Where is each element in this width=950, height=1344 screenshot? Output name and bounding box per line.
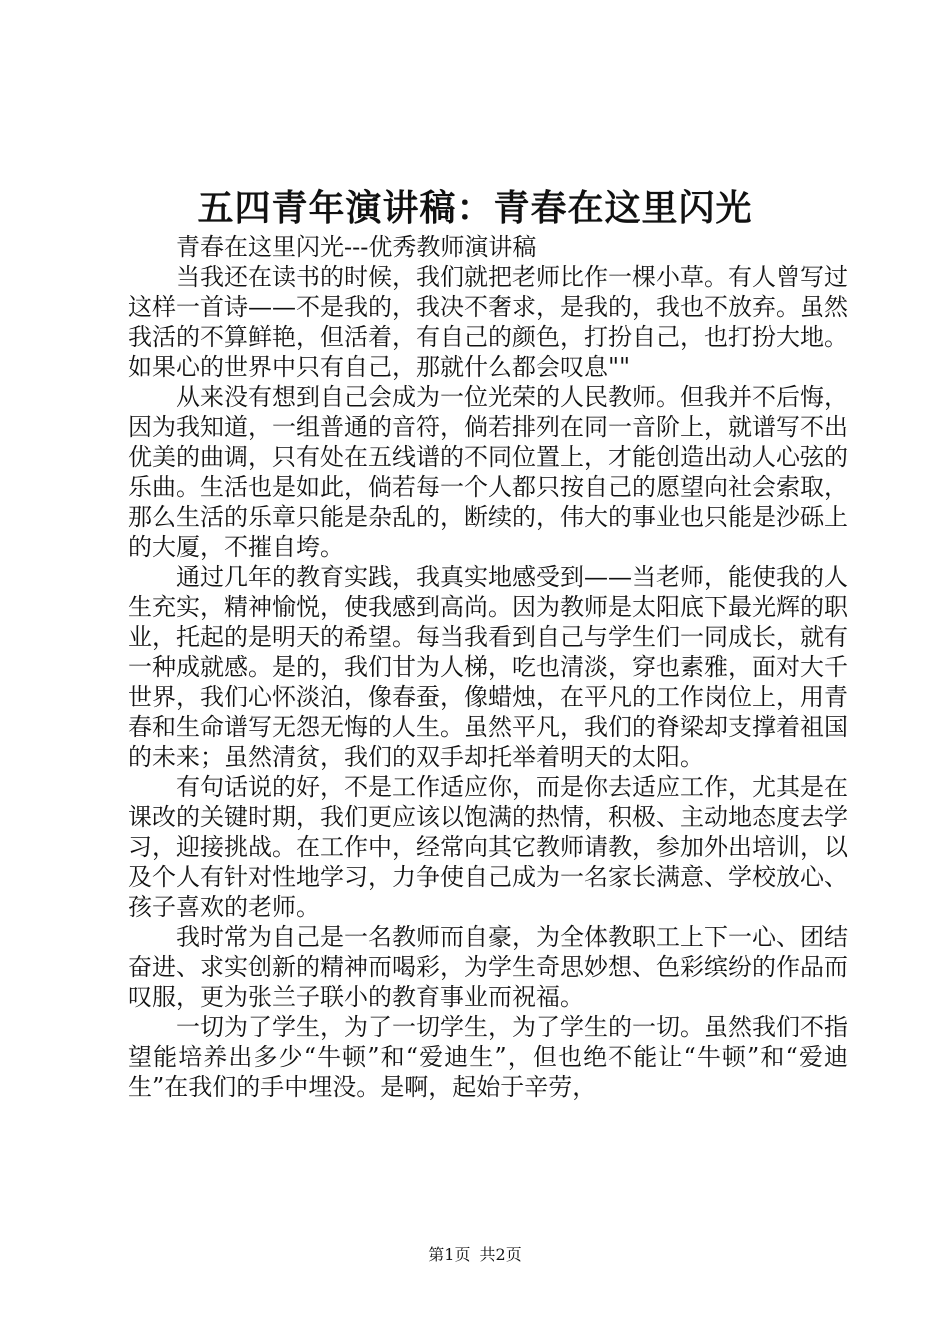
document-body (128, 232, 848, 1102)
page-number: 第1页 (428, 1245, 471, 1264)
document-title: 五四青年演讲稿：青春在这里闪光 (197, 187, 753, 229)
paragraph: 有句话说的好，不是工作适应你，而是你去适应工作，尤其是在课改的关键时期，我们更应该以饱满的热情，积极、主动地态度去学习，迎接挑战。在工作中，经常向其它教师请教，参加外出培训，以及个人有针对性地学习，力争使自己成为一名家长满意、学校放心、孩子喜欢的老师。 (128, 773, 848, 921)
paragraph: 我时常为自己是一名教师而自豪，为全体教职工上下一心、团结奋进、求实创新的精神而喝彩，为学生奇思妙想、色彩缤纷的作品而叹服，更为张兰子联小的教育事业而祝福。 (128, 923, 848, 1011)
page-footer (0, 1243, 950, 1267)
paragraph: 通过几年的教育实践，我真实地感受到——当老师，能使我的人生充实，精神愉悦，使我感到高尚。因为教师是太阳底下最光辉的职业，托起的是明天的希望。每当我看到自己与学生们一同成长，就有一种成就感。是的，我们甘为人梯，吃也清淡，穿也素雅，面对大千世界，我们心怀淡泊，像春蚕，像蜡烛，在平凡的工作岗位上，用青春和生命谱写无怨无悔的人生。虽然平凡，我们的脊梁却支撑着祖国的未来；虽然清贫，我们的双手却托举着明天的太阳。 (128, 563, 848, 771)
paragraph: 一切为了学生，为了一切学生，为了学生的一切。虽然我们不指望能培养出多少“牛顿”和“爱迪生”，但也绝不能让“牛顿”和“爱迪生”在我们的手中埋没。是啊，起始于辛劳， (128, 1013, 848, 1101)
paragraph: 当我还在读书的时候，我们就把老师比作一棵小草。有人曾写过这样一首诗——不是我的，我决不奢求，是我的，我也不放弃。虽然我活的不算鲜艳，但活着，有自己的颜色，打扮自己，也打扮大地。如果心的世界中只有自己，那就什么都会叹息"" (128, 263, 848, 381)
paragraph-subtitle: 青春在这里闪光---优秀教师演讲稿 (176, 233, 537, 261)
paragraph: 从来没有想到自己会成为一位光荣的人民教师。但我并不后悔，因为我知道，一组普通的音符，倘若排列在同一音阶上，就谱写不出优美的曲调，只有处在五线谱的不同位置上，才能创造出动人心弦的乐曲。生活也是如此，倘若每一个人都只按自己的愿望向社会索取，那么生活的乐章只能是杂乱的，断续的，伟大的事业也只能是沙砾上的大厦，不摧自垮。 (128, 383, 848, 561)
page-total: 共2页 (479, 1245, 522, 1264)
